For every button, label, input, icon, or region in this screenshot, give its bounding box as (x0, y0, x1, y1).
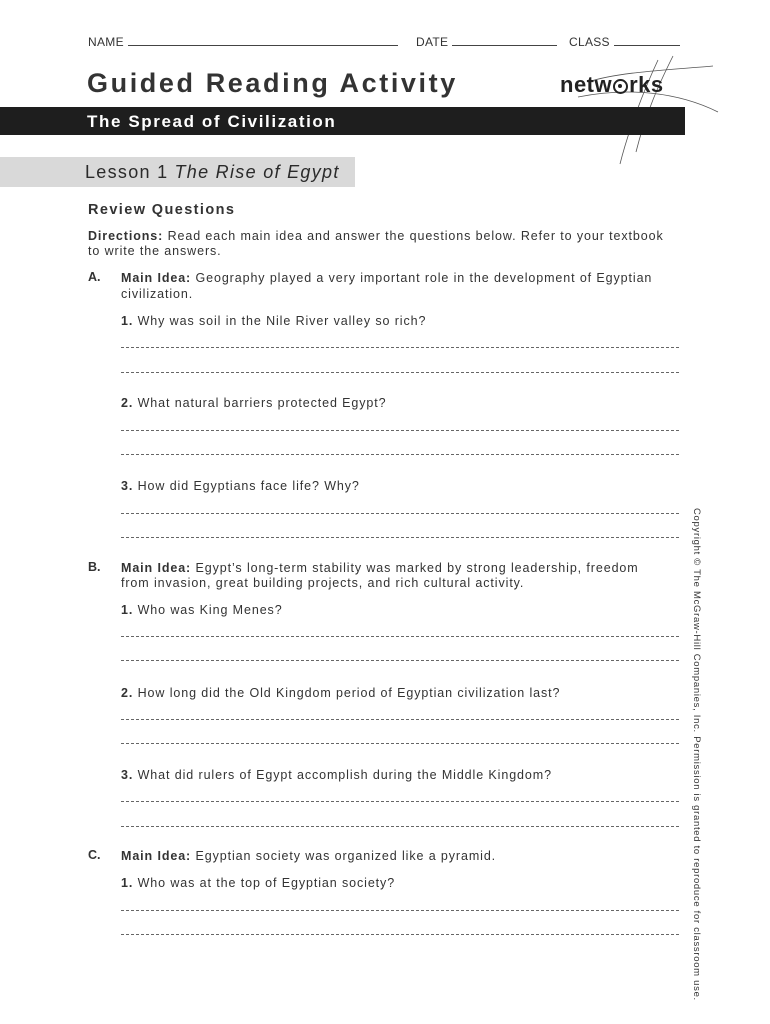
answer-line[interactable] (121, 372, 679, 373)
class-field[interactable] (569, 34, 680, 49)
question: 3. How did Egyptians face life? Why? (121, 479, 360, 493)
name-blank[interactable] (128, 34, 398, 46)
main-idea-line2: from invasion, great building projects, and rich cultural activity. (121, 576, 525, 590)
main-idea-label: Main Idea: (121, 561, 192, 575)
class-blank[interactable] (614, 34, 680, 46)
copyright-notice: Copyright © The McGraw-Hill Companies, Inc. Permission is granted to reproduce for classroom use. (691, 508, 702, 1001)
question: 1. Who was at the top of Egyptian society? (121, 876, 396, 890)
name-field[interactable] (88, 34, 398, 49)
networks-logo: netw rks (560, 72, 664, 97)
date-blank[interactable] (452, 34, 557, 46)
main-idea: Main Idea: Egypt’s long-term stability was marked by strong leadership, freedom (121, 561, 639, 575)
question: 2. How long did the Old Kingdom period of Egyptian civilization last? (121, 686, 561, 700)
lesson-number: Lesson 1 (85, 162, 169, 182)
answer-line[interactable] (121, 537, 679, 538)
directions-text-line2: to write the answers. (88, 244, 222, 258)
main-idea-label: Main Idea: (121, 271, 192, 285)
directions (88, 228, 664, 244)
main-idea-line2: civilization. (121, 287, 194, 301)
page-title: Guided Reading Activity (87, 68, 458, 98)
date-field[interactable] (416, 34, 557, 49)
lesson-heading (85, 162, 340, 183)
answer-line[interactable] (121, 934, 679, 935)
answer-line[interactable] (121, 636, 679, 637)
section-letter: B. (88, 560, 101, 574)
question: 1. Who was King Menes? (121, 603, 283, 617)
answer-line[interactable] (121, 801, 679, 802)
main-idea-label: Main Idea: (121, 849, 192, 863)
chapter-title: The Spread of Civilization (87, 112, 337, 131)
answer-line[interactable] (121, 660, 679, 661)
question: 1. Why was soil in the Nile River valley so rich? (121, 314, 427, 328)
main-idea: Main Idea: Egyptian society was organized like a pyramid. (121, 849, 497, 863)
directions-text-line1: Read each main idea and answer the questions below. Refer to your textbook (167, 229, 664, 243)
answer-line[interactable] (121, 910, 679, 911)
section-heading: Review Questions (88, 202, 236, 218)
answer-line[interactable] (121, 826, 679, 827)
date-label: DATE (416, 35, 449, 49)
answer-line[interactable] (121, 513, 679, 514)
directions-label: Directions: (88, 229, 164, 243)
name-label: NAME (88, 35, 124, 49)
answer-line[interactable] (121, 743, 679, 744)
answer-line[interactable] (121, 347, 679, 348)
answer-line[interactable] (121, 454, 679, 455)
main-idea: Main Idea: Geography played a very important role in the development of Egyptian (121, 271, 653, 285)
question: 2. What natural barriers protected Egypt? (121, 396, 387, 410)
lesson-name: The Rise of Egypt (174, 162, 340, 182)
question: 3. What did rulers of Egypt accomplish during the Middle Kingdom? (121, 768, 552, 782)
logo-o-icon (613, 79, 628, 94)
answer-line[interactable] (121, 719, 679, 720)
answer-line[interactable] (121, 430, 679, 431)
section-letter: C. (88, 848, 101, 862)
class-label: CLASS (569, 35, 610, 49)
section-letter: A. (88, 270, 101, 284)
